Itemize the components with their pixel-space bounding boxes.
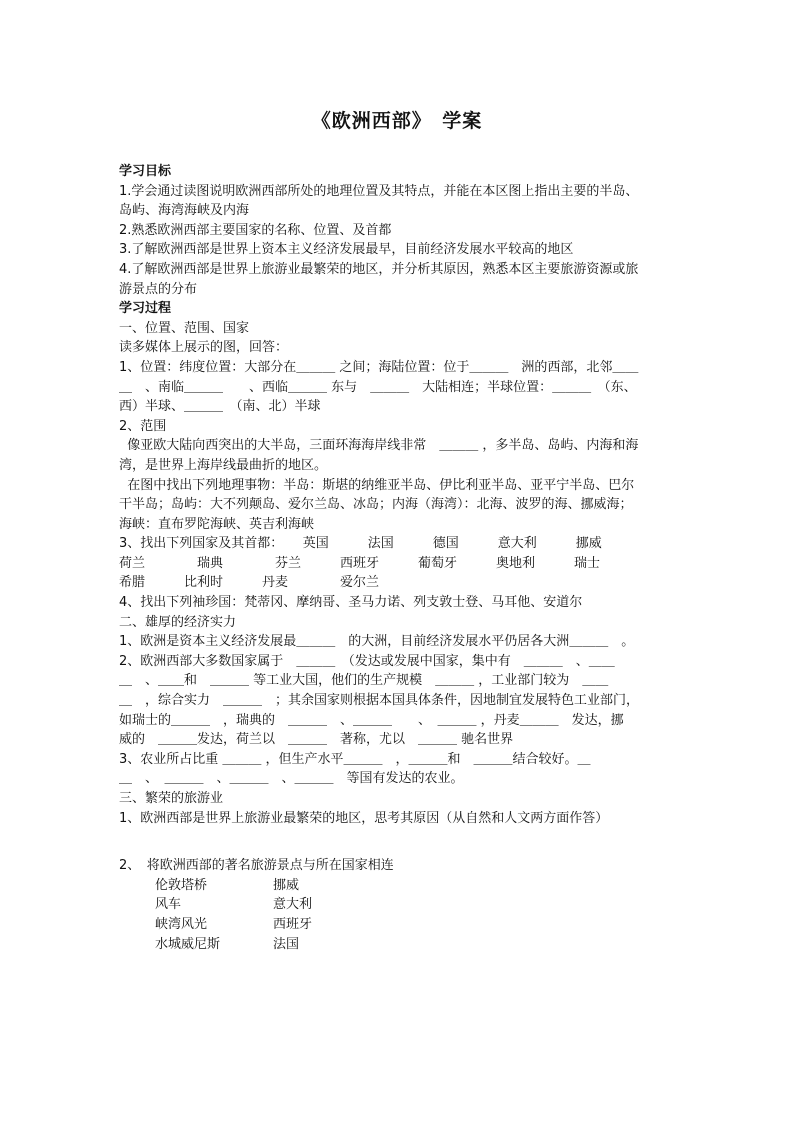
- match-country: 意大利: [273, 897, 313, 913]
- match-row: [119, 935, 679, 955]
- text-line: 像亚欧大陆向西突出的大半岛，三面环海海岸线非常 ＿＿＿ ，多半岛、岛屿、内海和海: [119, 438, 639, 454]
- answer-space: [119, 828, 679, 856]
- text-line: 1.学会通过读图说明欧洲西部所处的地理位置及其特点，并能在本区图上指出主要的半岛、: [119, 183, 639, 199]
- text-line: ＿ 、 ＿＿＿ 、＿＿＿ 、＿＿＿ 等国有发达的农业。: [119, 771, 464, 787]
- match-row: [119, 915, 679, 935]
- page-title: 《欧洲西部》 学案: [311, 110, 483, 132]
- match-country: 法国: [273, 936, 300, 952]
- text-line: 一、位置、范围、国家: [119, 320, 250, 336]
- document-body: [119, 162, 679, 954]
- text-line: 如瑞士的＿＿＿ ，瑞典的 ＿＿＿ 、＿＿＿ 、 ＿＿＿ ，丹麦＿＿＿ 发达，挪: [119, 712, 624, 728]
- text-line: 1、位置：纬度位置：大部分在＿＿＿ 之间；海陆位置：位于＿＿＿ 洲的西部，北邻＿＿: [119, 359, 639, 375]
- text-line: 游景点的分布: [119, 281, 198, 297]
- text-line: 西）半球、＿＿＿ （南、北）半球: [119, 399, 321, 415]
- match-attraction: 风车: [155, 897, 182, 913]
- text-line: 3.了解欧洲西部是世界上资本主义经济发展最早，目前经济发展水平较高的地区: [119, 242, 574, 258]
- text-line: 2、欧洲西部大多数国家属于 ＿＿＿ （发达或发展中国家，集中有 ＿＿＿ 、＿＿: [119, 653, 615, 669]
- text-line: 在图中找出下列地理事物：半岛：斯堪的纳维亚半岛、伊比利亚半岛、亚平宁半岛、巴尔: [119, 477, 635, 493]
- match-table: [119, 876, 679, 954]
- text-line: 湾，是世界上海岸线最曲折的地区。: [119, 457, 328, 473]
- text-line: 3、农业所占比重 ＿＿＿ ，但生产水平＿＿＿ ，＿＿＿和 ＿＿＿结合较好。＿: [119, 751, 591, 767]
- match-attraction: 伦敦塔桥: [155, 877, 208, 893]
- text-line: 2.熟悉欧洲西部主要国家的名称、位置、及首都: [119, 222, 392, 238]
- text-line: 希腊 比利时 丹麦 爱尔兰: [119, 575, 380, 591]
- text-line: ＿ ，综合实力 ＿＿＿ ；其余国家则根据本国具体条件，因地制宜发展特色工业部门，: [119, 693, 640, 709]
- text-line: 岛屿、海湾海峡及内海: [119, 203, 250, 219]
- text-line: 4.了解欧洲西部是世界上旅游业最繁荣的地区，并分析其原因，熟悉本区主要旅游资源或旅: [119, 261, 639, 277]
- section-heading: 学习过程: [119, 301, 172, 317]
- text-line: ＿ 、南临＿＿＿ 、西临＿＿＿ 东与 ＿＿＿ 大陆相连；半球位置：＿＿＿ （东、: [119, 379, 637, 395]
- text-line: 三、繁荣的旅游业: [119, 791, 224, 806]
- text-line: 4、找出下列袖珍国：梵蒂冈、摩纳哥、圣马力诺、列支敦士登、马耳他、安道尔: [119, 595, 583, 611]
- match-country: 挪威: [273, 877, 300, 893]
- match-attraction: 水城威尼斯: [155, 936, 221, 952]
- section-heading: 学习目标: [119, 164, 172, 179]
- match-attraction: 峡湾风光: [155, 916, 208, 932]
- text-line: 读多媒体上展示的图，回答：: [119, 340, 289, 356]
- text-line: 干半岛；岛屿：大不列颠岛、爱尔兰岛、冰岛；内海（海湾）：北海、波罗的海、挪威海；: [119, 497, 633, 513]
- text-line: 荷兰 瑞典 芬兰 西班牙 葡萄牙 奥地利 瑞士: [119, 555, 601, 571]
- text-line: 二、雄厚的经济实力: [119, 614, 237, 630]
- text-line: 威的 ＿＿＿发达，荷兰以 ＿＿＿ 著称，尤以 ＿＿＿ 驰名世界: [119, 732, 514, 748]
- match-row: [119, 876, 679, 896]
- text-line: 3、找出下列国家及其首都： 英国 法国 德国 意大利 挪威: [119, 536, 602, 552]
- match-row: [119, 895, 679, 915]
- text-line: 海峡：直布罗陀海峡、英吉利海峡: [119, 516, 315, 532]
- text-line: 1、欧洲西部是世界上旅游业最繁荣的地区，思考其原因（从自然和人文两方面作答）: [119, 810, 609, 826]
- text-line: ＿ 、＿＿和 ＿＿＿ 等工业大国，他们的生产规模 ＿＿＿ ，工业部门较为 ＿＿: [119, 673, 609, 689]
- text-line: 1、欧洲是资本主义经济发展最＿＿＿ 的大洲，目前经济发展水平仍居各大洲＿＿＿ 。: [119, 634, 635, 650]
- text-line: 2、范围: [119, 418, 167, 434]
- match-country: 西班牙: [273, 916, 313, 932]
- match-instruction: 2、 将欧洲西部的著名旅游景点与所在国家相连: [119, 858, 394, 874]
